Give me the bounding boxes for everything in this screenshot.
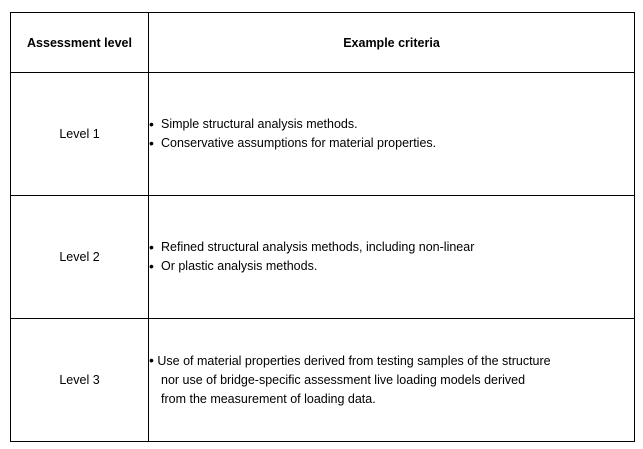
criteria-list <box>149 115 634 153</box>
assessment-table <box>10 12 635 442</box>
criteria-cell <box>149 73 635 196</box>
criteria-text: Use of material properties derived from testing samples of the structure <box>157 354 551 368</box>
criteria-line: from the measurement of loading data. <box>161 392 376 406</box>
criteria-item <box>149 351 634 409</box>
header-example-criteria: Example criteria <box>149 13 635 73</box>
criteria-item: • Or plastic analysis methods. <box>149 257 634 276</box>
level-cell: Level 1 <box>11 73 149 196</box>
table-header-row <box>11 13 635 73</box>
level-cell: Level 2 <box>11 196 149 319</box>
criteria-item: • Conservative assumptions for material properties. <box>149 134 634 153</box>
criteria-cell <box>149 319 635 442</box>
criteria-list <box>149 351 634 409</box>
criteria-item: • Simple structural analysis methods. <box>149 115 634 134</box>
criteria-line <box>149 354 551 368</box>
criteria-item: • Refined structural analysis methods, including non-linear <box>149 238 634 257</box>
bullet-icon: • <box>149 352 154 368</box>
level-cell: Level 3 <box>11 319 149 442</box>
table-row <box>11 319 635 442</box>
header-assessment-level: Assessment level <box>11 13 149 73</box>
criteria-cell <box>149 196 635 319</box>
criteria-line: nor use of bridge-specific assessment live loading models derived <box>161 373 526 387</box>
table-row <box>11 73 635 196</box>
criteria-list <box>149 238 634 276</box>
table-row <box>11 196 635 319</box>
